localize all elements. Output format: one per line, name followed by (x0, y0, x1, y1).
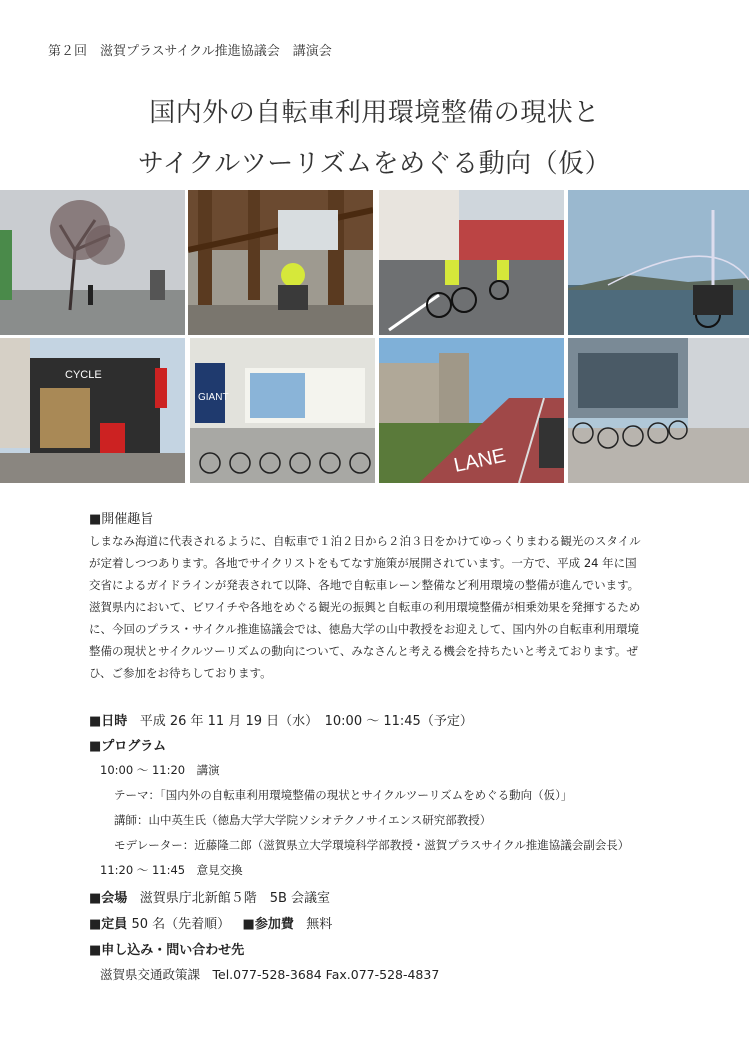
lane-marking: LANE (451, 444, 508, 477)
cycle-shop-sign: CYCLE (65, 369, 102, 381)
photo-lake-tree (0, 190, 185, 335)
photo-bike-lane (379, 338, 564, 483)
purpose-line: 交省によるガイドラインが発表されて以降、各地で自転車レーン整備など利用環境の整備が進んでいます。 (89, 578, 640, 592)
datetime-row (89, 710, 473, 729)
capacity-value: 50 名（先着順） (131, 917, 231, 932)
purpose-line: に、今回のプラス・サイクル推進協議会では、徳島大学の山中教授をお迎えして、国内外の自転車利用環境 (89, 622, 640, 636)
fee-value: 無料 (306, 917, 333, 932)
datetime-value: 平成 26 年 11 月 19 日（水） 10:00 〜 11:45（予定） (139, 714, 473, 729)
program-theme: テーマ：「国内外の自転車利用環境整備の現状とサイクルツーリズムをめぐる動向（仮）」 (114, 788, 573, 802)
capacity-row (89, 913, 332, 932)
purpose-line: ひ、ご参加をお待ちしております。 (89, 666, 272, 680)
venue-label: ■会場 (89, 891, 128, 906)
photo-cyclists-street (379, 190, 564, 335)
giant-sign: GIANT (198, 392, 229, 403)
photo-giant-bike-rental (190, 338, 375, 483)
purpose-line: が定着しつつあります。各地でサイクリストをもてなす施策が展開されています。一方で、平成 24 年に国 (89, 556, 637, 570)
purpose-paragraph (89, 530, 689, 684)
purpose-line: 滋賀県内において、ビワイチや各地をめぐる観光の振興と自転車の利用環境整備が相乗効果を発揮するため (89, 600, 641, 614)
fee-label: ■参加費 (242, 917, 294, 932)
page-title-line2: サイクルツーリズムをめぐる動向（仮） (137, 149, 612, 179)
contact-value: 滋賀県交通政策課 Tel.077-528-3684 Fax.077-528-4837 (100, 967, 440, 982)
photo-cyclist-rest-station (188, 190, 373, 335)
capacity-label: ■定員 (89, 917, 128, 932)
purpose-heading: ■開催趣旨 (89, 512, 154, 527)
photo-bridge-bicycle (568, 190, 749, 335)
venue-value: 滋賀県庁北新館５階 5B 会議室 (139, 891, 331, 906)
program-item-discussion: 11:20 〜 11:45 意見交換 (100, 863, 243, 877)
purpose-line: 整備の現状とサイクルツーリズムの動向について、みなさんと考える機会を持ちたいと考えております。ぜ (89, 644, 639, 658)
program-item-lecture: 10:00 〜 11:20 講演 (100, 763, 220, 777)
program-label: ■プログラム (89, 739, 167, 754)
page-title-line1: 国内外の自転車利用環境整備の現状と (149, 98, 600, 128)
datetime-label: ■日時 (89, 714, 128, 729)
event-header: 第２回 滋賀プラスサイクル推進協議会 講演会 (48, 44, 332, 59)
venue-row (89, 887, 330, 906)
program-lecturer: 講師：山中英生氏（徳島大学大学院ソシオテクノサイエンス研究部教授） (114, 813, 492, 827)
photo-bike-parking (568, 338, 749, 483)
contact-label: ■申し込み・問い合わせ先 (89, 943, 245, 958)
photo-grid (0, 190, 749, 483)
program-moderator: モデレーター：近藤隆二郎（滋賀県立大学環境科学部教授・滋賀プラスサイクル推進協議会副会長） (114, 838, 630, 852)
photo-cycle-shop (0, 338, 185, 483)
purpose-line: しまなみ海道に代表されるように、自転車で１泊２日から２泊３日をかけてゆっくりまわる観光のスタイル (89, 534, 641, 548)
